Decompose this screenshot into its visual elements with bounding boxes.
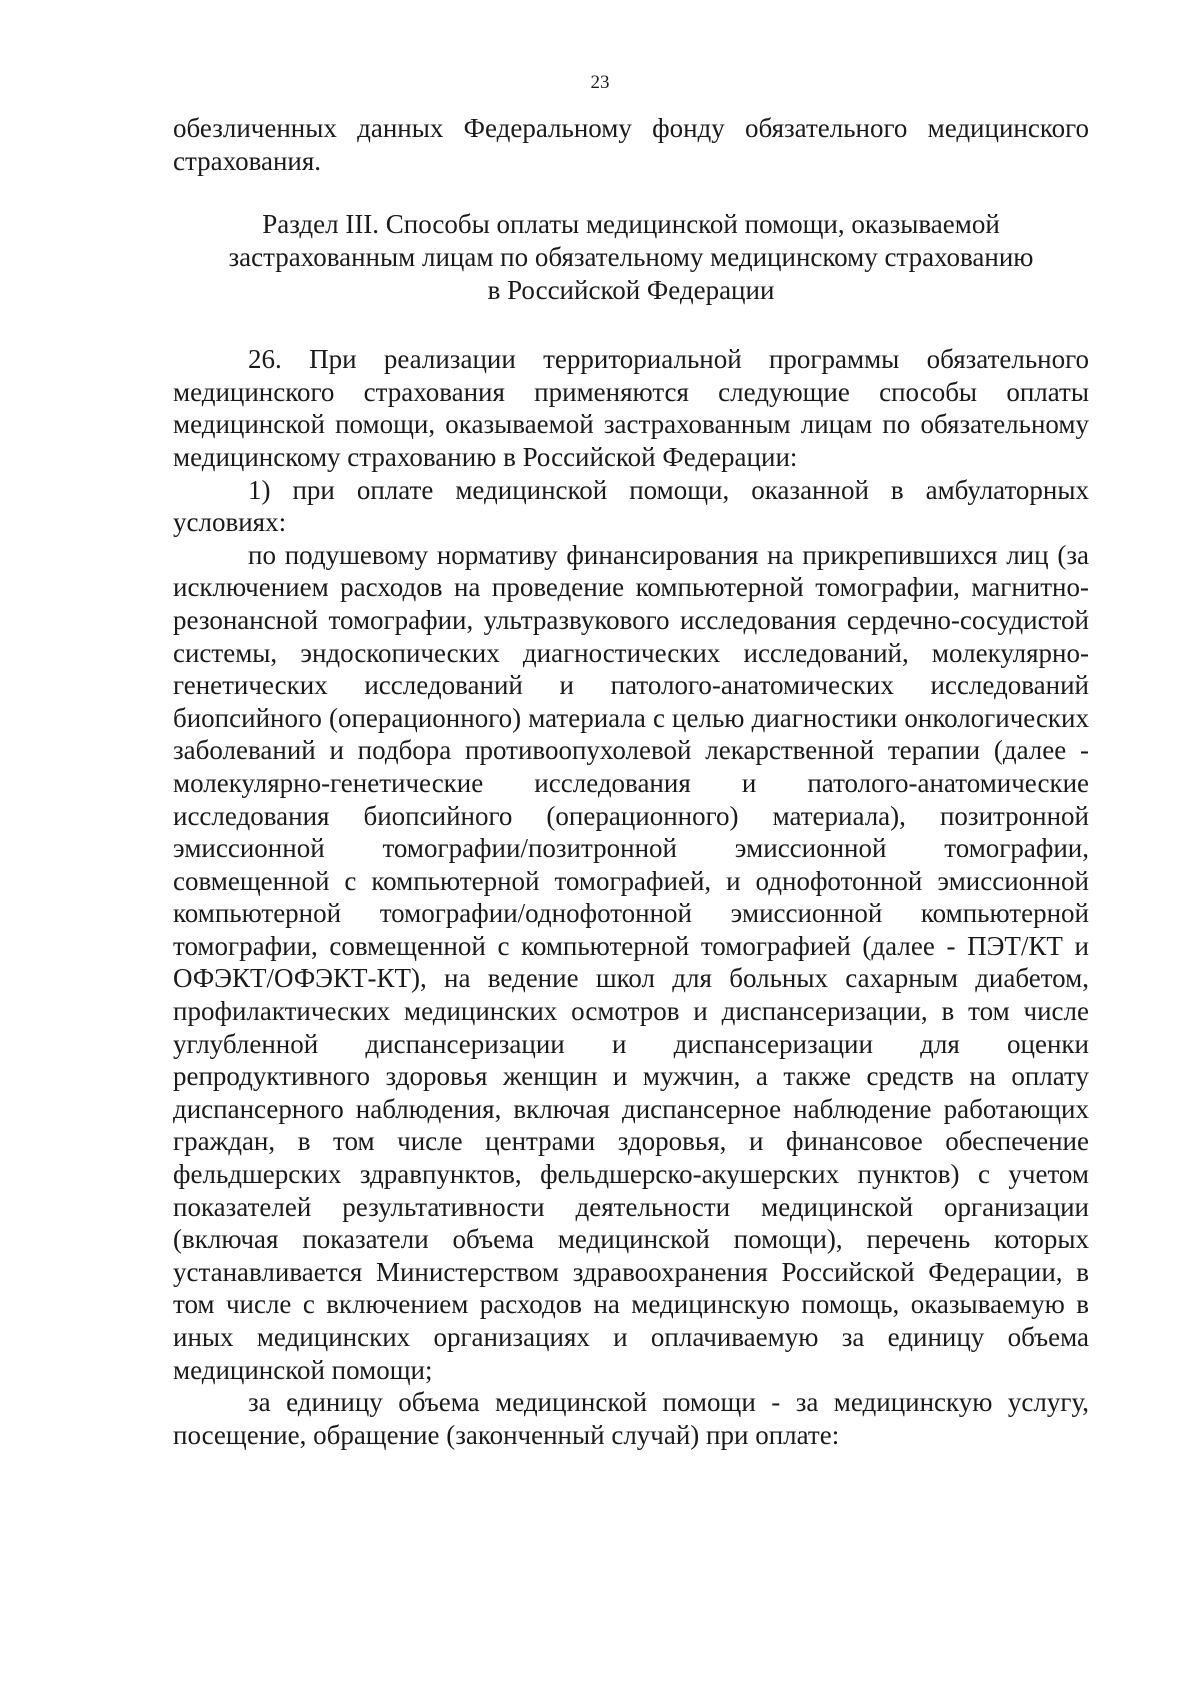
paragraph-26: 26. При реализации территориальной программы обязательного медицинского страхования применяются следующие способы оплаты медицинской помощи, оказываемой застрахованным лицам по обязательному медицинскому страхованию в Российской Федерации: — [173, 344, 1089, 472]
section-title — [173, 208, 1089, 307]
section-title-line-2: застрахованным лицам по обязательному медицинскому страхованию — [228, 242, 1034, 273]
paragraph-per-capita: по подушевому нормативу финансирования на прикрепившихся лиц (за исключением расходов на проведение компьютерной томографии, магнитно-резонансной томографии, ультразвукового исследования сердечно-сосудистой системы, эндоскопических диагностических исследований, молекулярно-генетических исследований и патолого-анатомических исследований биопсийного (операционного) материала с целью диагностики онкологических заболеваний и подбора противоопухолевой лекарственной терапии (далее - молекулярно-генетические исследования и патолого-анатомические исследования биопсийного (операционного) материала), позитронной эмиссионной томографии/позитронной эмиссионной томографии, совмещенной с компьютерной томографией, и однофотонной эмиссионной компьютерной томографии/однофотонной эмиссионной компьютерной томографии, совмещенной с компьютерной томографией (далее - ПЭТ/КТ и ОФЭКТ/ОФЭКТ-КТ), на ведение школ для больных сахарным диабетом, профилактических медицинских осмотров и диспансеризации, в том числе углубленной диспансеризации и диспансеризации для оценки репродуктивного здоровья женщин и мужчин, а также средств на оплату диспансерного наблюдения, включая диспансерное наблюдение работающих граждан, в том числе центрами здоровья, и финансовое обеспечение фельдшерских здравпунктов, фельдшерско-акушерских пунктов) с учетом показателей результативности деятельности медицинской организации (включая показатели объема медицинской помощи), перечень которых устанавливается Министерством здравоохранения Российской Федерации, в том числе с включением расходов на медицинскую помощь, оказываемую в иных медицинских организациях и оплачиваемую за единицу объема медицинской помощи; — [173, 539, 1089, 1385]
paragraph-item-1: 1) при оплате медицинской помощи, оказанной в амбулаторных условиях: — [173, 474, 1089, 538]
document-body — [173, 112, 1089, 1451]
paragraph-per-unit: за единицу объема медицинской помощи - за медицинскую услугу, посещение, обращение (законченный случай) при оплате: — [173, 1387, 1089, 1450]
page-number: 23 — [590, 72, 610, 93]
section-title-line-1: Раздел III. Способы оплаты медицинской помощи, оказываемой — [262, 209, 1000, 240]
continuation-paragraph: обезличенных данных Федеральному фонду обязательного медицинского страхования. — [173, 113, 1089, 176]
section-title-line-3: в Российской Федерации — [487, 275, 775, 306]
